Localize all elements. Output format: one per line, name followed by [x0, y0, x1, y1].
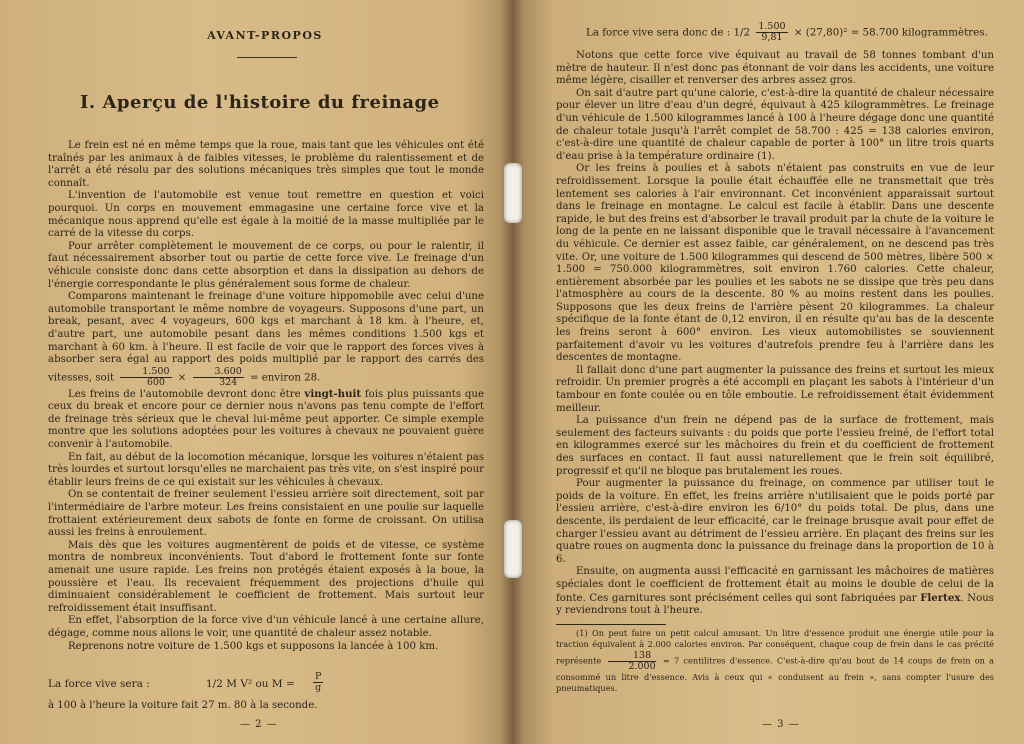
torn-hole	[504, 520, 522, 578]
line-text: × (27,80)² = 58.700 kilogrammètres.	[793, 26, 988, 39]
paragraph	[48, 291, 484, 388]
fraction-denominator: 324	[219, 376, 238, 388]
running-header: AVANT-PROPOS	[207, 29, 323, 42]
paragraph: En effet, l'absorption de la force vive d'un véhicule lancé à une certaine allure, dégage, comme nous allons le voir, une quantité de chaleur assez notable.	[48, 615, 484, 639]
paragraph: Reprenons notre voiture de 1.500 kgs et supposons la lancée à 100 km.	[68, 640, 439, 652]
brand-name: Flertex	[920, 591, 961, 604]
fraction-denominator: 2.000	[628, 660, 656, 672]
fraction-numerator: 1.500	[758, 21, 786, 32]
result-text: = environ 28.	[250, 372, 321, 384]
page-number: — 3 —	[762, 719, 800, 730]
fraction-numerator: P	[315, 671, 322, 682]
chapter-title: I. Aperçu de l'histoire du freinage	[80, 92, 440, 113]
times-sign: ×	[177, 372, 187, 384]
fraction	[193, 367, 244, 388]
right-body	[556, 50, 994, 694]
paragraph: Pour augmenter la puissance du freinage, on commence par utiliser tout le poids de la voiture. En effet, les freins arrière n'utilisaient que le poids porté par l'essieu arrière, c'est-à-dire environ les 6/10° du poids total. De plus, dans une descente, ils perdaient de leur efficacité, car le freinage brusque avait pour effet de charger l'essieu avant au détriment de l'essieu arrière. En plaçant des freins sur les quatre roues on augmenta donc la puissance du freinage dans la proportion de 10 à 6.	[556, 478, 994, 565]
fraction-numerator: 138	[608, 651, 655, 662]
formula-label: La force vive sera :	[48, 678, 150, 690]
fraction	[608, 651, 655, 672]
book-gutter	[500, 0, 524, 744]
fraction-numerator: 1.500	[120, 367, 171, 378]
page-number: — 2 —	[240, 719, 278, 730]
paragraph-text: Ensuite, on augmenta aussi l'efficacité en garnissant les mâchoires de matières spéciales dont le coefficient de frottement était au moins le double de celui de la fonte. Ces garnitures sont précisément celles qui sont fabriquées par	[556, 566, 994, 604]
footnote	[556, 628, 994, 695]
paragraph: Mais dès que les voitures augmentèrent de poids et de vitesse, ce système montra de nombreux inconvénients. Tout d'abord le frottement fonte sur fonte amenait une usure rapide. Les freins non protégés étaient exposés à la boue, la poussière et l'eau. Ils recevaient fréquemment des projections d'huile qui diminuaient considérablement le coefficient de frottement. Mais surtout leur refroidissement était insuffisant.	[48, 539, 484, 614]
header-rule	[237, 57, 297, 58]
paragraph-text: fois plus puissants que ceux du break et encore pour ce dernier nous n'avons pas tenu compte de l'effort de freinage très sérieux que le cheval lui-même peut apporter. Ce simple exemple montre que les solutions adoptées pour les voitures à chevaux ne pouvaient guère convenir à l'automobile.	[48, 388, 484, 451]
right-page	[512, 0, 1024, 744]
paragraph-text: . Nous y reviendrons tout à l'heure.	[556, 592, 994, 617]
paragraph	[48, 388, 484, 452]
fraction-denominator: 9,81	[761, 32, 783, 43]
fraction	[120, 367, 171, 388]
paragraph: L'invention de l'automobile est venue tout remettre en question et voici pourquoi. Un corps en mouvement emmagasine une certaine force vive et la mécanique nous apprend qu'elle est égale à la moitié de la masse multipliée par le carré de la vitesse du corps.	[48, 190, 484, 240]
paragraph-text: Les freins de l'automobile devront donc être	[68, 388, 305, 400]
fraction-numerator: 3.600	[193, 367, 244, 378]
formula-expression: 1/2 M V² ou M =	[206, 678, 295, 690]
paragraph-text: Comparons maintenant le freinage d'une voiture hippomobile avec celui d'une automobile transportant le même nombre de voyageurs. Supposons d'une part, un break, pesant, avec 4 voyageurs, 600 kgs et marchant à 18 km. à l'heure, et, d'autre part, une automobile pesant dans les mêmes conditions 1.500 kgs et marchant à 60 km. à l'heure. Il est facile de voir que le rapport des forces vives à absorber sera égal au rapport des poids multiplié par le rapport des carrés des vitesses, soit	[48, 291, 484, 384]
line-text: La force vive sera donc de : 1/2	[586, 26, 751, 39]
paragraph: La puissance d'un frein ne dépend pas de la surface de frottement, mais seulement des facteurs suivants : du poids que porte l'essieu freiné, de l'effort total en kilogrammes exercé sur les mâchoires du frein et du coefficient de frottement des surfaces en contact. Il faut aussi naturellement que le frein soit équilibré, progressif et qu'il ne bloque pas brutalement les roues.	[556, 415, 994, 477]
last-line: à 100 à l'heure la voiture fait 27 m. 80 à la seconde.	[48, 700, 318, 711]
bold-text: vingt-huit	[304, 387, 362, 400]
paragraph	[556, 566, 994, 617]
footnote-rule	[556, 624, 666, 625]
footnote-text: (1) On peut faire un petit calcul amusant. Un litre d'essence produit une énergie utile pour la traction équivalent à 2.000 calories environ. Par conséquent, chaque coup de frein dans le cas précité représente	[556, 627, 994, 666]
fraction	[756, 22, 787, 43]
fraction-denominator: 600	[146, 376, 165, 388]
paragraph: Notons que cette force vive équivaut au travail de 58 tonnes tombant d'un mètre de hauteur. Il n'est donc pas étonnant de voir dans les accidents, une voiture même légère, cisailler et renverser des arbres assez gros.	[556, 50, 994, 87]
force-result-line	[586, 22, 988, 43]
paragraph: En fait, au début de la locomotion mécanique, lorsque les voitures n'étaient pas très lourdes et surtout lorsqu'elles ne marchaient pas très vite, on s'est inspiré pour établir leurs freins de ce qui existait sur les véhicules à chevaux.	[48, 451, 484, 488]
paragraph: Il fallait donc d'une part augmenter la puissance des freins et surtout les mieux refroidir. Un premier progrès a été accompli en plaçant les sabots à l'intérieur d'un tambour en fonte coulée ou en tôle emboutie. Le refroidissement était évidemment meilleur.	[556, 364, 994, 414]
paragraph: On sait d'autre part qu'une calorie, c'est-à-dire la quantité de chaleur nécessaire pour élever un litre d'eau d'un degré, équivaut à 425 kilogrammètres. Le freinage d'un véhicule de 1.500 kilogrammes lancé à 100 à l'heure dégage donc une quantité de chaleur totale jusqu'à l'arrêt complet de 58.700 : 425 = 138 calories environ, c'est-à-dire une quantité de chaleur capable de porter à 100° un litre trois quarts d'eau prise à la température ordinaire (1).	[556, 87, 994, 162]
footnote-text: = 7 centilitres d'essence. C'est-à-dire qu'au bout de 14 coups de frein on a consommé un litre d'essence. Avis à ceux qui « conduisent au frein », sans compter l'usure des pneumatiques.	[556, 655, 994, 693]
fraction-denominator: g	[315, 682, 322, 693]
fraction	[313, 672, 323, 693]
left-body	[48, 140, 484, 653]
torn-hole	[504, 163, 522, 223]
paragraph: Or les freins à poulies et à sabots n'étaient pas construits en vue de leur refroidissement. Lorsque la poulie était échauffée elle ne transmettait que très lentement ses calories à l'air environnant. Cet inconvénient apparaissait surtout dans le freinage en montagne. Le calcul est facile à établir. Dans une descente rapide, le but des freins est d'absorber le travail produit par la chute de la voiture le long de la pente en ne laissant disponible que le travail nécessaire à l'avancement du véhicule. Ce dernier est assez faible, car généralement, on ne descend pas très vite. Or, une voiture de 1.500 kilogrammes qui descend de 500 mètres, libère 500 × 1.500 = 750.000 kilogrammètres, soit environ 1.760 calories. Cette chaleur, entièrement absorbée par les poulies et les sabots ne se dissipe que très peu dans l'atmosphère au cours de la descente. 80 % au moins restent dans les poulies. Supposons que les deux freins de l'arrière pèsent 20 kilogrammes. La chaleur spécifique de la fonte étant de 0,12 environ, il en résulte qu'au bas de la descente les freins seront à 600° environ. Les vieux automobilistes se souviennent parfaitement d'avoir vu les voitures d'autrefois prendre feu à l'arrière dans les descentes de montagne.	[556, 163, 994, 364]
paragraph: Le frein est né en même temps que la roue, mais tant que les véhicules ont été traînés par les animaux à de faibles vitesses, le problème du ralentissement et de l'arrêt a été résolu par des solutions mécaniques très simples que tout le monde connaît.	[48, 140, 484, 189]
paragraph: On se contentait de freiner seulement l'essieu arrière soit directement, soit par l'intermédiaire de l'arbre moteur. Les freins consistaient en une poulie sur laquelle frottaient extérieurement deux sabots de fonte en forme de croissant. On utilisa aussi les freins à enroulement.	[48, 489, 484, 539]
paragraph: Pour arrêter complètement le mouvement de ce corps, ou pour le ralentir, il faut nécessairement absorber tout ou partie de cette force vive. Le freinage d'un véhicule consiste donc dans cette absorption et dans la dissipation au dehors de l'énergie correspondante le plus généralement sous forme de chaleur.	[48, 240, 484, 290]
